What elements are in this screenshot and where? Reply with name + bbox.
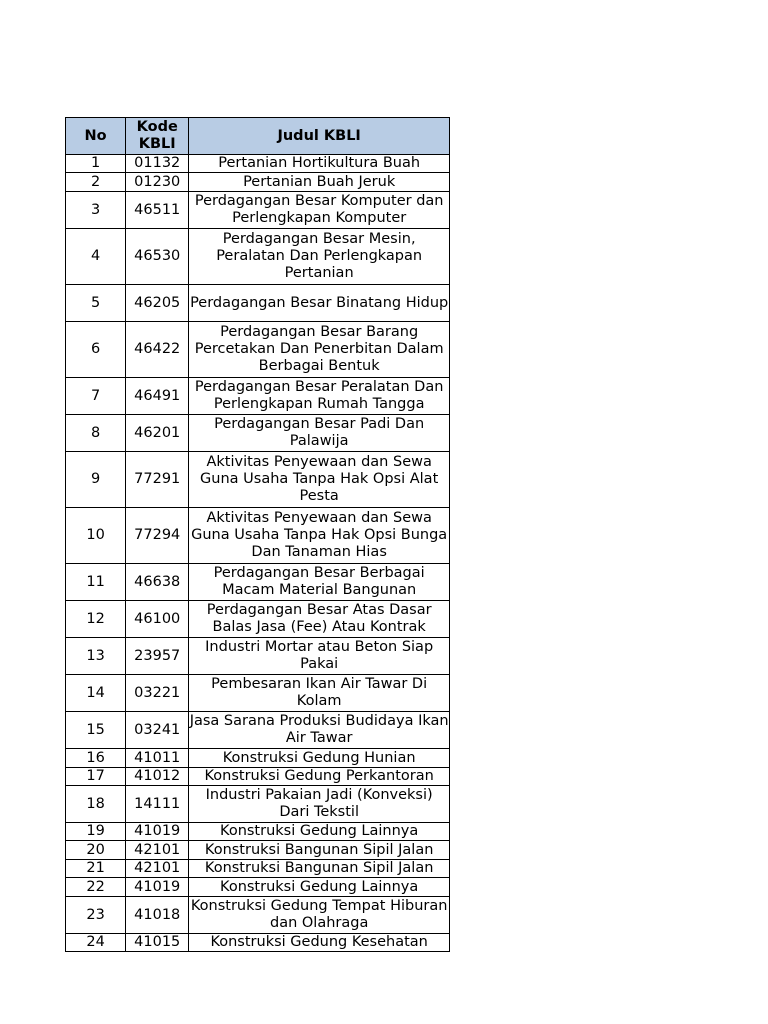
row-no: 5 — [66, 285, 126, 322]
header-no: No — [66, 118, 126, 155]
row-no: 19 — [66, 823, 126, 841]
row-kode: 77291 — [126, 452, 189, 508]
row-kode: 46205 — [126, 285, 189, 322]
row-no: 6 — [66, 322, 126, 378]
table-row — [66, 638, 450, 675]
row-kode: 41019 — [126, 878, 189, 897]
row-judul: Konstruksi Gedung Lainnya — [189, 823, 450, 841]
row-kode: 01132 — [126, 155, 189, 173]
row-kode: 01230 — [126, 173, 189, 192]
row-no: 4 — [66, 229, 126, 285]
table-row — [66, 378, 450, 415]
table-row — [66, 452, 450, 508]
table-row — [66, 712, 450, 749]
table-row — [66, 823, 450, 841]
header-judul: Judul KBLI — [189, 118, 450, 155]
row-no: 7 — [66, 378, 126, 415]
table-row — [66, 749, 450, 768]
kbli-table — [65, 117, 450, 952]
header-kode: Kode KBLI — [126, 118, 189, 155]
table-row — [66, 155, 450, 173]
row-kode: 42101 — [126, 860, 189, 878]
row-no: 18 — [66, 786, 126, 823]
table-row — [66, 173, 450, 192]
row-kode: 77294 — [126, 508, 189, 564]
row-judul: Perdagangan Besar Barang Percetakan Dan Penerbitan Dalam Berbagai Bentuk — [189, 322, 450, 378]
row-judul: Jasa Sarana Produksi Budidaya Ikan Air Tawar — [189, 712, 450, 749]
row-judul: Perdagangan Besar Berbagai Macam Material Bangunan — [189, 564, 450, 601]
row-judul: Konstruksi Bangunan Sipil Jalan — [189, 860, 450, 878]
row-kode: 03241 — [126, 712, 189, 749]
row-kode: 46100 — [126, 601, 189, 638]
row-kode: 41015 — [126, 934, 189, 952]
table-row — [66, 601, 450, 638]
row-judul: Pertanian Hortikultura Buah — [189, 155, 450, 173]
table-header-row — [66, 118, 450, 155]
row-judul: Industri Mortar atau Beton Siap Pakai — [189, 638, 450, 675]
table-row — [66, 322, 450, 378]
row-kode: 14111 — [126, 786, 189, 823]
table-row — [66, 564, 450, 601]
row-kode: 41011 — [126, 749, 189, 768]
row-kode: 23957 — [126, 638, 189, 675]
row-no: 13 — [66, 638, 126, 675]
row-judul: Perdagangan Besar Mesin, Peralatan Dan Perlengkapan Pertanian — [189, 229, 450, 285]
table-row — [66, 192, 450, 229]
row-judul: Konstruksi Gedung Hunian — [189, 749, 450, 768]
row-judul: Konstruksi Gedung Perkantoran — [189, 768, 450, 786]
row-judul: Perdagangan Besar Atas Dasar Balas Jasa (Fee) Atau Kontrak — [189, 601, 450, 638]
table-row — [66, 860, 450, 878]
row-no: 17 — [66, 768, 126, 786]
table-row — [66, 508, 450, 564]
row-judul: Pertanian Buah Jeruk — [189, 173, 450, 192]
row-no: 20 — [66, 841, 126, 860]
table-row — [66, 285, 450, 322]
row-judul: Konstruksi Bangunan Sipil Jalan — [189, 841, 450, 860]
table-row — [66, 675, 450, 712]
table-row — [66, 786, 450, 823]
row-no: 1 — [66, 155, 126, 173]
row-no: 8 — [66, 415, 126, 452]
row-judul: Aktivitas Penyewaan dan Sewa Guna Usaha Tanpa Hak Opsi Alat Pesta — [189, 452, 450, 508]
row-kode: 46530 — [126, 229, 189, 285]
row-judul: Perdagangan Besar Padi Dan Palawija — [189, 415, 450, 452]
table-row — [66, 934, 450, 952]
table-row — [66, 229, 450, 285]
row-no: 23 — [66, 897, 126, 934]
row-judul: Perdagangan Besar Komputer dan Perlengkapan Komputer — [189, 192, 450, 229]
row-judul: Pembesaran Ikan Air Tawar Di Kolam — [189, 675, 450, 712]
table-row — [66, 897, 450, 934]
row-kode: 42101 — [126, 841, 189, 860]
row-kode: 46638 — [126, 564, 189, 601]
row-no: 15 — [66, 712, 126, 749]
row-judul: Konstruksi Gedung Kesehatan — [189, 934, 450, 952]
table-row — [66, 415, 450, 452]
row-kode: 03221 — [126, 675, 189, 712]
row-no: 2 — [66, 173, 126, 192]
row-kode: 46201 — [126, 415, 189, 452]
table-row — [66, 878, 450, 897]
row-kode: 46491 — [126, 378, 189, 415]
row-kode: 46422 — [126, 322, 189, 378]
row-judul: Perdagangan Besar Peralatan Dan Perlengkapan Rumah Tangga — [189, 378, 450, 415]
row-no: 3 — [66, 192, 126, 229]
table-row — [66, 841, 450, 860]
row-no: 11 — [66, 564, 126, 601]
row-no: 9 — [66, 452, 126, 508]
row-no: 24 — [66, 934, 126, 952]
row-no: 21 — [66, 860, 126, 878]
row-kode: 41012 — [126, 768, 189, 786]
row-judul: Perdagangan Besar Binatang Hidup — [189, 285, 450, 322]
row-no: 16 — [66, 749, 126, 768]
row-no: 22 — [66, 878, 126, 897]
row-judul: Konstruksi Gedung Lainnya — [189, 878, 450, 897]
row-judul: Konstruksi Gedung Tempat Hiburan dan Olahraga — [189, 897, 450, 934]
row-no: 14 — [66, 675, 126, 712]
row-judul: Industri Pakaian Jadi (Konveksi) Dari Tekstil — [189, 786, 450, 823]
row-kode: 41018 — [126, 897, 189, 934]
row-judul: Aktivitas Penyewaan dan Sewa Guna Usaha Tanpa Hak Opsi Bunga Dan Tanaman Hias — [189, 508, 450, 564]
row-kode: 46511 — [126, 192, 189, 229]
row-no: 12 — [66, 601, 126, 638]
row-no: 10 — [66, 508, 126, 564]
table-row — [66, 768, 450, 786]
row-kode: 41019 — [126, 823, 189, 841]
table-body — [66, 155, 450, 952]
